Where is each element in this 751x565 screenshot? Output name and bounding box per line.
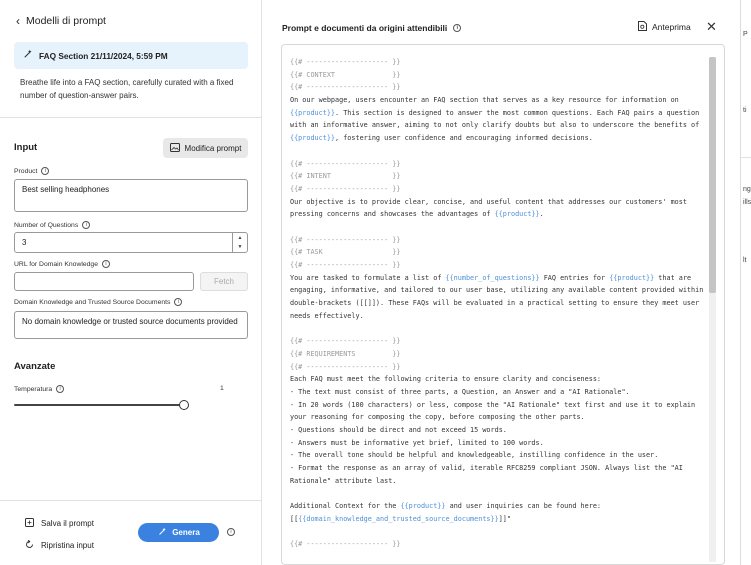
template-variable: {{number_of_questions}} bbox=[445, 273, 540, 282]
code-text: - Answers must be informative yet brief, limited to 100 words. bbox=[290, 438, 544, 447]
back-to-templates-link[interactable] bbox=[16, 15, 106, 27]
code-line bbox=[290, 94, 695, 107]
code-line bbox=[290, 361, 695, 374]
code-line bbox=[290, 525, 695, 538]
reset-icon bbox=[25, 540, 34, 551]
code-comment: {{# -------------------- }} bbox=[290, 184, 401, 193]
code-line bbox=[290, 310, 695, 323]
code-text: You are tasked to formulate a list of bbox=[290, 273, 446, 282]
divider bbox=[0, 500, 261, 501]
code-line bbox=[290, 538, 695, 551]
code-text: - The text must consist of three parts, a Question, an Answer and a "AI Rationale". bbox=[290, 387, 630, 396]
code-line bbox=[290, 386, 695, 399]
right-sliver bbox=[740, 0, 750, 565]
panel-title-text: Prompt e documenti da origini attendibili bbox=[282, 23, 448, 33]
code-text: - The overall tone should be helpful and knowledgeable, instilling confidence in the user. bbox=[290, 451, 659, 460]
temperature-slider-thumb[interactable] bbox=[179, 400, 189, 410]
edit-prompt-button[interactable] bbox=[163, 138, 248, 158]
chevron-up-icon[interactable]: ▲ bbox=[237, 234, 243, 241]
generate-label: Genera bbox=[172, 528, 200, 537]
fetch-label: Fetch bbox=[213, 277, 234, 286]
temperature-label bbox=[14, 385, 64, 393]
code-line bbox=[290, 208, 695, 221]
template-variable: {{product}} bbox=[494, 210, 540, 219]
divider bbox=[741, 157, 751, 158]
code-line bbox=[290, 145, 695, 158]
info-icon[interactable]: i bbox=[56, 385, 64, 393]
prompt-code[interactable] bbox=[290, 56, 704, 551]
image-icon bbox=[170, 143, 180, 154]
code-line bbox=[290, 348, 695, 361]
code-comment: {{# -------------------- }} bbox=[290, 83, 401, 92]
code-line bbox=[290, 170, 695, 183]
advanced-heading: Avanzate bbox=[14, 361, 56, 372]
code-comment: {{# -------------------- }} bbox=[290, 58, 401, 66]
info-icon[interactable]: i bbox=[82, 221, 90, 229]
code-text: needs effectively. bbox=[290, 311, 364, 320]
prompt-panel bbox=[263, 0, 740, 565]
code-text: Additional Context for the bbox=[290, 502, 401, 511]
code-line bbox=[290, 221, 695, 234]
code-line bbox=[290, 487, 695, 500]
temperature-value: 1 bbox=[220, 385, 224, 392]
code-text: pressing concerns and showcases the advantages of bbox=[290, 210, 495, 219]
code-text: and user inquiries can be found here: bbox=[445, 502, 602, 511]
code-line bbox=[290, 183, 695, 196]
code-line bbox=[290, 259, 695, 272]
code-text: double-brackets ([[]]). These FAQs will be evaluated in a practical setting to ensure they meet user bbox=[290, 299, 700, 308]
sliver-text: ills bbox=[743, 199, 751, 206]
code-text: , fostering user confidence and encouraging informed decisions. bbox=[335, 134, 593, 143]
code-line bbox=[290, 119, 700, 132]
code-line bbox=[290, 69, 695, 82]
save-prompt-button[interactable] bbox=[25, 518, 94, 529]
code-comment: {{# INTENT }} bbox=[290, 172, 401, 181]
code-text: - In 20 words (100 characters) or less, compose the "AI Rationale" text first and use it to explain bbox=[290, 400, 696, 409]
code-text: your reasoning for composing the copy, before composing the other parts. bbox=[290, 413, 585, 422]
code-comment: {{# -------------------- }} bbox=[290, 261, 401, 269]
sliver-text: ng bbox=[743, 186, 751, 193]
code-text: FAQ entries for bbox=[539, 273, 610, 282]
code-line bbox=[290, 81, 695, 94]
code-line bbox=[290, 475, 695, 488]
info-icon[interactable]: i bbox=[174, 298, 182, 306]
domain-label-text: Domain Knowledge and Trusted Source Documents bbox=[14, 298, 171, 306]
code-text: that are bbox=[654, 273, 692, 282]
code-line bbox=[290, 399, 695, 412]
code-line bbox=[290, 437, 695, 450]
reset-input-button[interactable] bbox=[25, 540, 94, 551]
section-title: FAQ Section 21/11/2024, 5:59 PM bbox=[39, 50, 168, 61]
temperature-label-text: Temperatura bbox=[14, 385, 53, 393]
prompt-editor[interactable] bbox=[281, 44, 725, 565]
code-line bbox=[290, 500, 695, 513]
code-comment: {{# -------------------- }} bbox=[290, 540, 401, 549]
code-line bbox=[290, 513, 695, 526]
template-variable: {{product}} bbox=[290, 134, 336, 143]
code-line bbox=[290, 246, 695, 259]
code-line bbox=[290, 322, 695, 335]
code-comment: {{# -------------------- }} bbox=[290, 235, 401, 244]
code-comment: {{# CONTEXT }} bbox=[290, 70, 401, 79]
domain-label bbox=[14, 298, 182, 306]
questions-label bbox=[14, 221, 90, 229]
code-line bbox=[290, 132, 695, 145]
edit-prompt-label: Modifica prompt bbox=[184, 143, 242, 153]
info-icon[interactable]: i bbox=[453, 24, 461, 32]
back-label: Modelli di prompt bbox=[26, 15, 106, 27]
domain-textarea[interactable] bbox=[14, 311, 248, 339]
preview-label: Anteprima bbox=[652, 22, 691, 32]
code-line bbox=[290, 56, 695, 69]
section-card bbox=[14, 42, 248, 69]
code-text: with an informative answer, aiming to not only clarify doubts but also to underscore the benefits of bbox=[290, 121, 700, 130]
code-line bbox=[290, 373, 695, 386]
fetch-button[interactable] bbox=[200, 272, 248, 291]
url-input[interactable] bbox=[14, 272, 194, 291]
scrollbar-thumb[interactable] bbox=[709, 57, 716, 293]
code-text: Rationale" attribute last. bbox=[290, 476, 397, 485]
url-label bbox=[14, 260, 110, 268]
code-comment: {{# -------------------- }} bbox=[290, 337, 401, 346]
code-text: On our webpage, users encounter an FAQ section that serves as a key resource for information on bbox=[290, 96, 679, 105]
code-comment: {{# -------------------- }} bbox=[290, 159, 401, 168]
template-variable: {{product}} bbox=[609, 273, 655, 282]
sliver-text: lt bbox=[743, 257, 747, 264]
code-line bbox=[290, 196, 695, 209]
code-text: - Format the response as an array of valid, iterable RFC8259 compliant JSON. Always list the "AI bbox=[290, 464, 683, 472]
code-text: ]]" bbox=[498, 514, 511, 523]
code-line bbox=[290, 462, 695, 475]
stepper-buttons[interactable] bbox=[232, 233, 247, 252]
code-text: [[ bbox=[290, 514, 299, 523]
template-variable: {{product}} bbox=[400, 502, 446, 511]
code-line bbox=[290, 272, 695, 285]
generate-button[interactable] bbox=[138, 523, 219, 542]
input-heading: Input bbox=[14, 142, 38, 153]
preview-icon bbox=[638, 21, 647, 33]
code-text: engaging, informative, and tailored to our user base, utilizing any available content provided within bbox=[290, 286, 704, 295]
panel-title bbox=[282, 23, 461, 33]
code-line bbox=[290, 284, 704, 297]
code-comment: {{# TASK }} bbox=[290, 248, 401, 257]
preview-button[interactable] bbox=[638, 21, 691, 33]
reset-input-label: Ripristina input bbox=[41, 541, 94, 550]
code-line bbox=[290, 449, 695, 462]
product-label-text: Product bbox=[14, 167, 38, 175]
code-line bbox=[290, 158, 695, 171]
code-text: . bbox=[539, 210, 544, 219]
questions-value: 3 bbox=[22, 238, 27, 247]
questions-label-text: Number of Questions bbox=[14, 221, 79, 229]
temperature-slider-track[interactable] bbox=[14, 404, 184, 406]
divider bbox=[0, 117, 261, 118]
code-comment: {{# REQUIREMENTS }} bbox=[290, 349, 401, 358]
info-icon[interactable]: i bbox=[102, 260, 110, 268]
code-line bbox=[290, 424, 695, 437]
code-line bbox=[290, 107, 700, 120]
product-value: Best selling headphones bbox=[22, 185, 110, 194]
product-label bbox=[14, 167, 49, 175]
url-label-text: URL for Domain Knowledge bbox=[14, 260, 98, 268]
questions-stepper[interactable] bbox=[14, 232, 248, 253]
section-description: Breathe life into a FAQ section, carefully curated with a fixed number of question-answer pairs. bbox=[20, 78, 234, 100]
chevron-left-icon: ‹ bbox=[16, 14, 20, 28]
sliver-text: ti bbox=[743, 107, 747, 114]
code-comment: {{# -------------------- }} bbox=[290, 362, 401, 371]
code-line bbox=[290, 411, 695, 424]
code-text: . This section is designed to answer the most common questions. Each FAQ pairs a question bbox=[335, 108, 700, 117]
code-text: Each FAQ must meet the following criteria to ensure clarity and conciseness: bbox=[290, 375, 601, 384]
code-line bbox=[290, 234, 695, 247]
code-text: Our objective is to provide clear, concise, and useful content that addresses our customers' most bbox=[290, 197, 687, 206]
code-line bbox=[290, 297, 700, 310]
template-variable: {{domain_knowledge_and_trusted_source_documents}} bbox=[298, 514, 499, 523]
product-field[interactable] bbox=[14, 179, 248, 212]
scrollbar[interactable] bbox=[709, 57, 716, 562]
info-icon[interactable]: i bbox=[41, 167, 49, 175]
save-prompt-label: Salva il prompt bbox=[41, 519, 94, 528]
template-variable: {{product}} bbox=[290, 108, 336, 117]
save-icon bbox=[25, 518, 34, 529]
info-icon[interactable]: i bbox=[227, 528, 235, 536]
sparkle-icon bbox=[157, 527, 167, 539]
domain-value: No domain knowledge or trusted source documents provided bbox=[22, 317, 238, 326]
code-line bbox=[290, 335, 695, 348]
sparkle-icon bbox=[22, 49, 33, 62]
chevron-down-icon[interactable]: ▼ bbox=[237, 244, 243, 251]
sliver-text: P bbox=[743, 31, 748, 38]
code-text: - Questions should be direct and not exceed 15 words. bbox=[290, 425, 507, 434]
close-icon[interactable]: ✕ bbox=[706, 19, 717, 34]
left-panel bbox=[0, 0, 262, 565]
